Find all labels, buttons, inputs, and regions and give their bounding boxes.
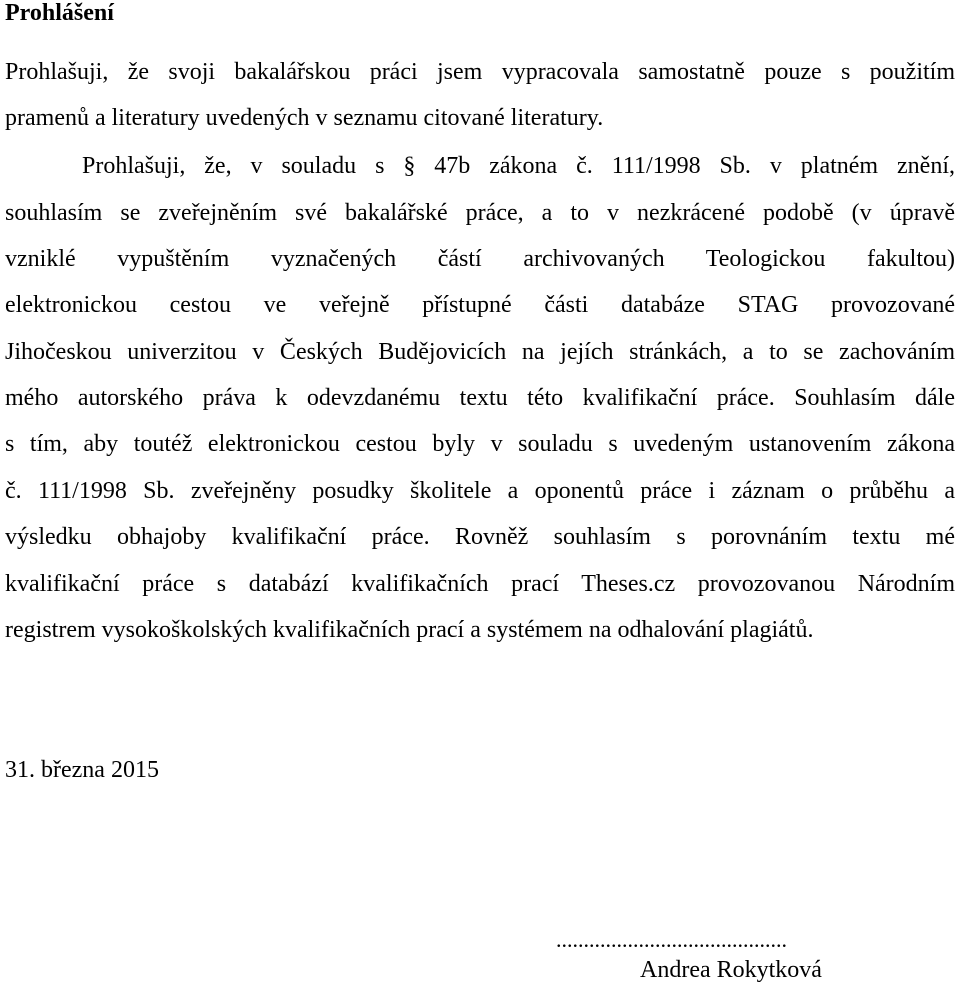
author-name: Andrea Rokytková xyxy=(640,957,822,983)
body-line-3: Prohlašuji, že, v souladu s § 47b zákona č. 111/1998 Sb. v platném znění, xyxy=(82,153,955,179)
body-line-6: elektronickou cestou ve veřejně přístupné části databáze STAG provozované xyxy=(5,292,955,318)
body-line-2: pramenů a literatury uvedených v seznamu citované literatury. xyxy=(5,105,604,131)
signature-line: .......................................... xyxy=(556,927,787,952)
body-line-9: s tím, aby toutéž elektronickou cestou byly v souladu s uvedeným ustanovením zákona xyxy=(5,431,955,457)
page-title: Prohlášení xyxy=(5,0,114,26)
body-line-4: souhlasím se zveřejněním své bakalářské práce, a to v nezkrácené podobě (v úpravě xyxy=(5,200,955,226)
declaration-date: 31. března 2015 xyxy=(5,757,159,783)
body-line-13: registrem vysokoškolských kvalifikačních prací a systémem na odhalování plagiátů. xyxy=(5,617,814,643)
body-line-1: Prohlašuji, že svoji bakalářskou práci jsem vypracovala samostatně pouze s použitím xyxy=(5,59,955,85)
body-line-10: č. 111/1998 Sb. zveřejněny posudky školitele a oponentů práce i záznam o průběhu a xyxy=(5,478,955,504)
body-line-11: výsledku obhajoby kvalifikační práce. Rovněž souhlasím s porovnáním textu mé xyxy=(5,524,955,550)
body-line-7: Jihočeskou univerzitou v Českých Budějovicích na jejích stránkách, a to se zachováním xyxy=(5,339,955,365)
body-line-8: mého autorského práva k odevzdanému textu této kvalifikační práce. Souhlasím dále xyxy=(5,385,955,411)
body-line-5: vzniklé vypuštěním vyznačených částí archivovaných Teologickou fakultou) xyxy=(5,246,955,272)
body-line-12: kvalifikační práce s databází kvalifikačních prací Theses.cz provozovanou Národním xyxy=(5,571,955,597)
